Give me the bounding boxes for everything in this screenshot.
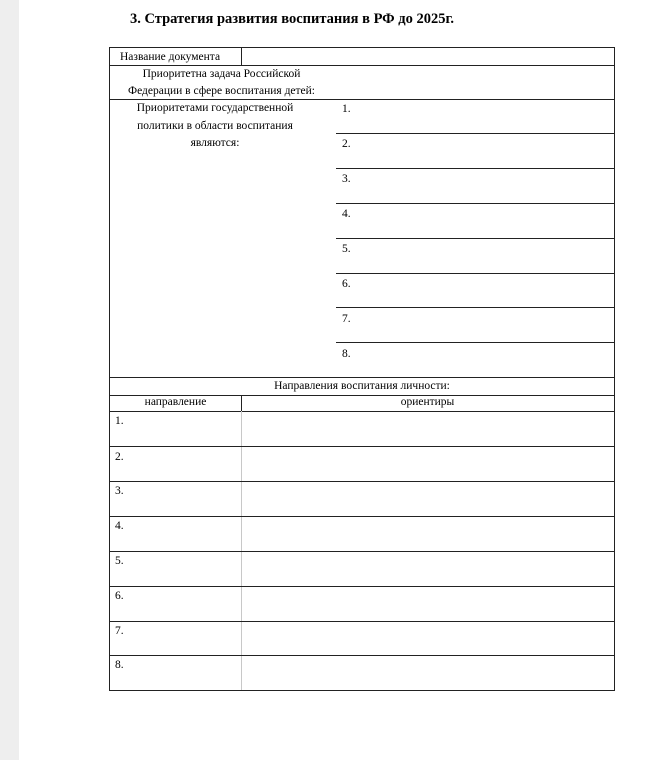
row-divider (110, 411, 614, 412)
col-landmarks-header: ориентиры (400, 396, 455, 408)
doc-name-divider (241, 48, 242, 65)
priority-line (336, 273, 614, 274)
row-divider (110, 516, 614, 517)
priorities-label-line3: являются: (190, 137, 240, 149)
priority-number-2: 2. (342, 138, 351, 150)
priority-line (336, 203, 614, 204)
priority-number-3: 3. (342, 173, 351, 185)
priority-number-6: 6. (342, 278, 351, 290)
directions-header: Направления воспитания личности: (274, 380, 450, 392)
priority-number-5: 5. (342, 243, 351, 255)
row-divider (110, 586, 614, 587)
worksheet-table (109, 47, 615, 691)
priority-line (336, 307, 614, 308)
priorities-label-line1: Приоритетами государственной (136, 102, 294, 114)
direction-number-5: 5. (115, 555, 124, 567)
doc-name-label: Название документа (120, 51, 221, 63)
direction-number-1: 1. (115, 415, 124, 427)
row-divider (110, 446, 614, 447)
direction-number-3: 3. (115, 485, 124, 497)
direction-number-6: 6. (115, 590, 124, 602)
section-title: 3. Стратегия развития воспитания в РФ до 2025г. (130, 11, 455, 27)
priority-task-label-line1: Приоритетна задача Российской (142, 68, 301, 80)
priority-line (336, 133, 614, 134)
row-divider (110, 655, 614, 656)
column-divider (241, 395, 242, 411)
row-divider (110, 621, 614, 622)
priority-number-4: 4. (342, 208, 351, 220)
priority-number-7: 7. (342, 313, 351, 325)
priority-line (336, 238, 614, 239)
priority-number-8: 8. (342, 348, 351, 360)
direction-number-4: 4. (115, 520, 124, 532)
priority-line (336, 168, 614, 169)
document-page (19, 0, 661, 760)
priority-task-label-line2: Федерации в сфере воспитания детей: (128, 85, 315, 97)
row-divider (110, 551, 614, 552)
left-gutter (0, 0, 19, 760)
direction-number-7: 7. (115, 625, 124, 637)
direction-number-2: 2. (115, 451, 124, 463)
priority-line (336, 342, 614, 343)
row-divider (110, 481, 614, 482)
direction-number-8: 8. (115, 659, 124, 671)
col-direction-header: направление (144, 396, 207, 408)
priority-number-1: 1. (342, 103, 351, 115)
priorities-label-line2: политики в области воспитания (137, 120, 293, 132)
